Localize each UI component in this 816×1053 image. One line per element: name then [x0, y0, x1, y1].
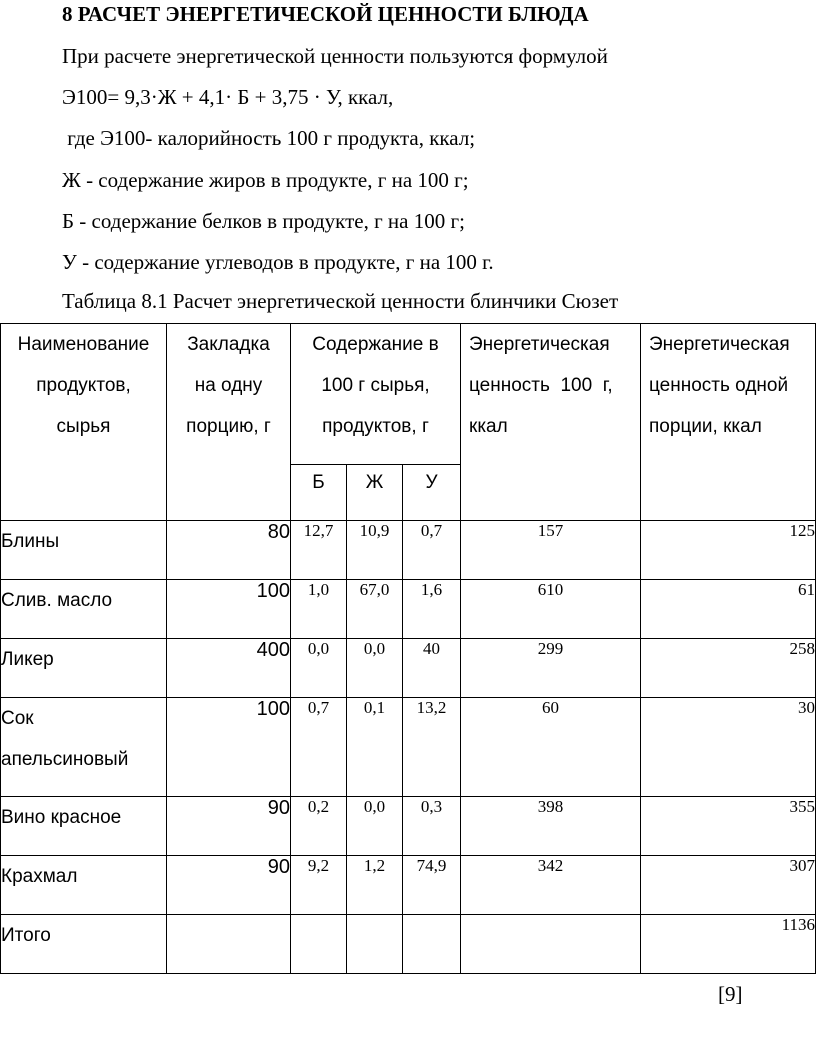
cell-name: Крахмал: [1, 856, 167, 915]
cell-empty: [291, 915, 347, 974]
table-total-row: [1, 915, 816, 974]
table-row: [1, 639, 816, 698]
header-name-line: сырья: [56, 416, 111, 437]
cell-energy-100: 157: [461, 521, 641, 580]
cell-carbs: 74,9: [403, 856, 461, 915]
cell-energy-portion: 258: [641, 639, 816, 698]
header-energy-portion: [641, 324, 816, 521]
header-portion: [167, 324, 291, 521]
header-name-line: Наименование: [17, 334, 150, 355]
cell-name: Ликер: [1, 639, 167, 698]
cell-portion: 100: [167, 580, 291, 639]
cell-protein: 1,0: [291, 580, 347, 639]
header-name: [1, 324, 167, 521]
header-portion-line: порцию, г: [186, 416, 271, 437]
cell-carbs: 40: [403, 639, 461, 698]
cell-protein: 0,7: [291, 698, 347, 797]
cell-empty: [167, 915, 291, 974]
text-line-e100: где Э100- калорийность 100 г продукта, ккал;: [62, 126, 476, 150]
table-row: [1, 521, 816, 580]
cell-energy-portion: 125: [641, 521, 816, 580]
cell-total-label: Итого: [1, 915, 167, 974]
cell-carbs: 0,3: [403, 797, 461, 856]
header-energyportion-line: Энергетическая: [649, 334, 790, 355]
text-line-formula: Э100= 9,3·Ж + 4,1· Б + 3,75 · У, ккал,: [62, 85, 394, 109]
cell-portion: 80: [167, 521, 291, 580]
cell-protein: 0,0: [291, 639, 347, 698]
cell-name: Вино красное: [1, 797, 167, 856]
cell-portion: 400: [167, 639, 291, 698]
cell-energy-100: 342: [461, 856, 641, 915]
text-line-fat: Ж - содержание жиров в продукте, г на 100 г;: [62, 168, 469, 192]
cell-name: Слив. масло: [1, 580, 167, 639]
cell-total-value: 1136: [641, 915, 816, 974]
reference-number: [9]: [718, 982, 743, 1006]
header-content-line: 100 г сырья,: [321, 375, 430, 396]
cell-carbs: 1,6: [403, 580, 461, 639]
header-content: [291, 324, 461, 465]
cell-portion: 90: [167, 797, 291, 856]
cell-energy-portion: 307: [641, 856, 816, 915]
table-row: [1, 580, 816, 639]
cell-carbs: 13,2: [403, 698, 461, 797]
cell-fat: 0,0: [347, 797, 403, 856]
cell-portion: 90: [167, 856, 291, 915]
cell-protein: 12,7: [291, 521, 347, 580]
cell-fat: 10,9: [347, 521, 403, 580]
table-row: [1, 797, 816, 856]
table-header-row: [1, 324, 816, 465]
cell-energy-portion: 355: [641, 797, 816, 856]
header-portion-line: на одну: [194, 375, 263, 396]
cell-empty: [461, 915, 641, 974]
cell-energy-portion: 30: [641, 698, 816, 797]
cell-name: Сок апельсиновый: [1, 698, 167, 797]
header-energy100-line: ккал: [469, 416, 508, 437]
header-energy-100: [461, 324, 641, 521]
header-energy100-line: ценность 100 г,: [469, 375, 613, 396]
cell-fat: 67,0: [347, 580, 403, 639]
subheader-b: Б: [291, 465, 347, 521]
cell-empty: [347, 915, 403, 974]
header-portion-line: Закладка: [187, 334, 270, 355]
header-energyportion-line: ценность одной: [649, 375, 789, 396]
cell-energy-100: 299: [461, 639, 641, 698]
table-row: [1, 698, 816, 797]
table-row: [1, 856, 816, 915]
section-heading: 8 РАСЧЕТ ЭНЕРГЕТИЧЕСКОЙ ЦЕННОСТИ БЛЮДА: [62, 2, 589, 26]
cell-energy-100: 610: [461, 580, 641, 639]
cell-portion: 100: [167, 698, 291, 797]
subheader-u: У: [403, 465, 461, 521]
subheader-zh: Ж: [347, 465, 403, 521]
header-name-line: продуктов,: [36, 375, 131, 396]
cell-energy-100: 60: [461, 698, 641, 797]
header-energy100-line: Энергетическая: [469, 334, 610, 355]
cell-protein: 9,2: [291, 856, 347, 915]
header-content-line: продуктов, г: [322, 416, 429, 437]
cell-carbs: 0,7: [403, 521, 461, 580]
text-line-protein: Б - содержание белков в продукте, г на 100 г;: [62, 209, 465, 233]
table-caption: Таблица 8.1 Расчет энергетической ценности блинчики Сюзет: [62, 289, 619, 313]
header-energyportion-line: порции, ккал: [649, 416, 762, 437]
cell-name: Блины: [1, 521, 167, 580]
cell-energy-portion: 61: [641, 580, 816, 639]
cell-protein: 0,2: [291, 797, 347, 856]
header-content-line: Содержание в: [312, 334, 439, 355]
cell-fat: 0,1: [347, 698, 403, 797]
energy-table: [0, 323, 816, 974]
cell-fat: 0,0: [347, 639, 403, 698]
cell-fat: 1,2: [347, 856, 403, 915]
text-line-carbs: У - содержание углеводов в продукте, г на 100 г.: [62, 250, 494, 274]
cell-empty: [403, 915, 461, 974]
cell-energy-100: 398: [461, 797, 641, 856]
text-line-intro: При расчете энергетической ценности пользуются формулой: [62, 44, 608, 68]
